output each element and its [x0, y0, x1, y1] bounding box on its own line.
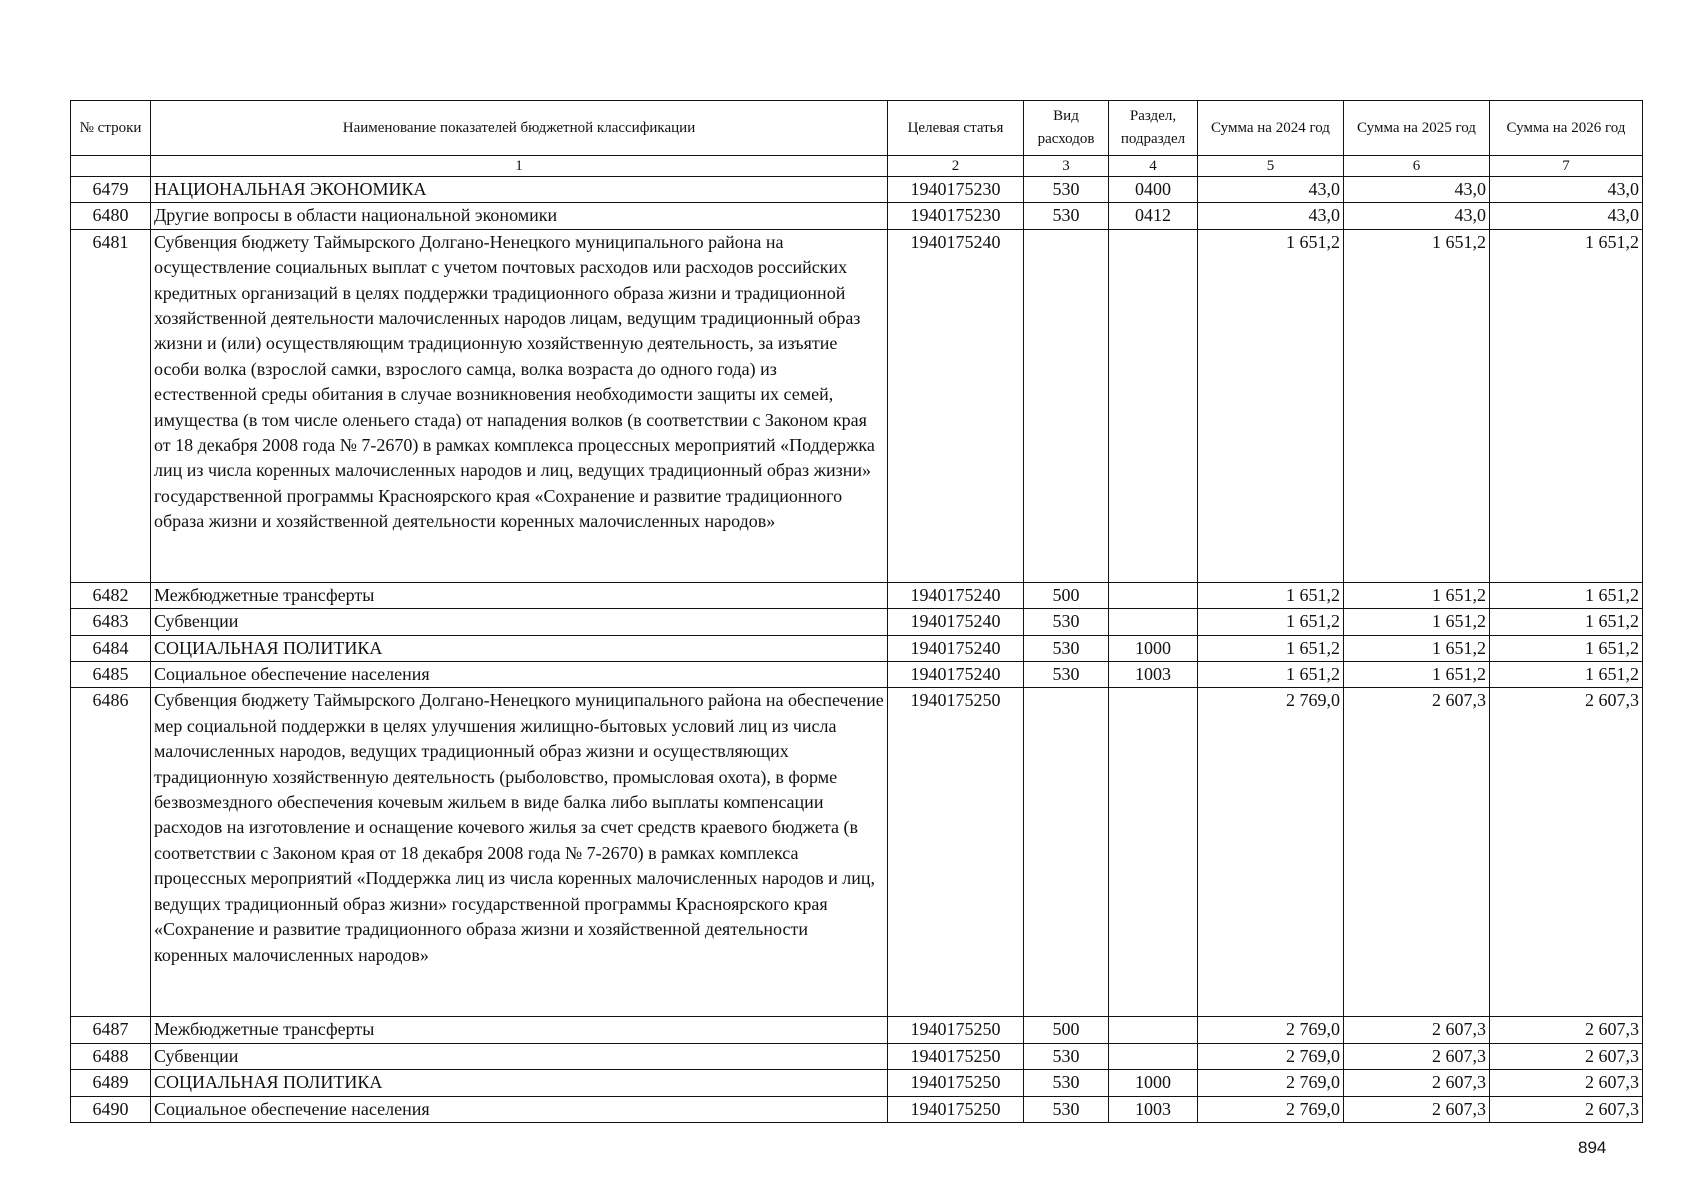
- name-cell: Межбюджетные трансферты: [151, 1017, 888, 1043]
- header-sum-2025: Сумма на 2025 год: [1344, 101, 1490, 156]
- section-cell: 1000: [1109, 635, 1198, 661]
- target-article-cell: 1940175240: [888, 582, 1024, 608]
- header-name: Наименование показателей бюджетной классификации: [151, 101, 888, 156]
- sum-2025-cell: 1 651,2: [1344, 609, 1490, 635]
- sum-2024-cell: 1 651,2: [1198, 609, 1344, 635]
- table-row: [71, 582, 1643, 608]
- column-number: 1: [151, 156, 888, 177]
- row-number-cell: 6482: [71, 582, 151, 608]
- column-number: 7: [1490, 156, 1643, 177]
- table-row: [71, 229, 1643, 582]
- expense-type-cell: 530: [1024, 1096, 1109, 1122]
- row-number-cell: 6489: [71, 1070, 151, 1096]
- sum-2026-cell: 1 651,2: [1490, 635, 1643, 661]
- header-row-number: № строки: [71, 101, 151, 156]
- expense-type-cell: [1024, 688, 1109, 1017]
- sum-2026-cell: 2 607,3: [1490, 1017, 1643, 1043]
- row-number-cell: 6490: [71, 1096, 151, 1122]
- sum-2026-cell: 2 607,3: [1490, 688, 1643, 1017]
- table-row: [71, 609, 1643, 635]
- sum-2024-cell: 2 769,0: [1198, 1096, 1344, 1122]
- row-number-cell: 6484: [71, 635, 151, 661]
- section-cell: [1109, 1017, 1198, 1043]
- target-article-cell: 1940175240: [888, 229, 1024, 582]
- section-cell: 1003: [1109, 1096, 1198, 1122]
- header-section: Раздел, подраздел: [1109, 101, 1198, 156]
- table-row: [71, 1017, 1643, 1043]
- sum-2025-cell: 43,0: [1344, 203, 1490, 229]
- expense-type-cell: 500: [1024, 1017, 1109, 1043]
- expense-type-cell: 530: [1024, 635, 1109, 661]
- sum-2025-cell: 1 651,2: [1344, 662, 1490, 688]
- expense-type-cell: [1024, 229, 1109, 582]
- target-article-cell: 1940175250: [888, 1096, 1024, 1122]
- table-row: [71, 203, 1643, 229]
- sum-2025-cell: 1 651,2: [1344, 229, 1490, 582]
- sum-2024-cell: 1 651,2: [1198, 635, 1344, 661]
- sum-2024-cell: 1 651,2: [1198, 662, 1344, 688]
- section-cell: 0412: [1109, 203, 1198, 229]
- name-cell: Субвенция бюджету Таймырского Долгано-Ненецкого муниципального района на обеспечение мер социальной поддержки в целях улучшения жилищно-бытовых условий лиц из числа малочисленных народов, ведущих традиционный образ жизни и осуществляющих традиционную хозяйственную деятельность (рыболовство, промысловая охота), в форме безвозмездного обеспечения кочевым жильем в виде балка либо выплаты компенсации расходов на изготовление и оснащение кочевого жилья за счет средств краевого бюджета (в соответствии с Законом края от 18 декабря 2008 года № 7-2670) в рамках комплекса процессных мероприятий «Поддержка лиц из числа коренных малочисленных народов и лиц, ведущих традиционный образ жизни» государственной программы Красноярского края «Сохранение и развитие традиционного образа жизни и хозяйственной деятельности коренных малочисленных народов»: [151, 688, 888, 1017]
- section-cell: [1109, 582, 1198, 608]
- expense-type-cell: 530: [1024, 177, 1109, 203]
- column-number: [71, 156, 151, 177]
- header-sum-2026: Сумма на 2026 год: [1490, 101, 1643, 156]
- sum-2024-cell: 1 651,2: [1198, 229, 1344, 582]
- name-cell: Субвенции: [151, 1043, 888, 1069]
- budget-table: [70, 100, 1643, 1123]
- sum-2026-cell: 2 607,3: [1490, 1043, 1643, 1069]
- table-row: [71, 662, 1643, 688]
- name-cell: СОЦИАЛЬНАЯ ПОЛИТИКА: [151, 1070, 888, 1096]
- name-cell: СОЦИАЛЬНАЯ ПОЛИТИКА: [151, 635, 888, 661]
- column-number: 5: [1198, 156, 1344, 177]
- expense-type-cell: 530: [1024, 1043, 1109, 1069]
- table-row: [71, 1096, 1643, 1122]
- expense-type-cell: 530: [1024, 609, 1109, 635]
- sum-2024-cell: 2 769,0: [1198, 1043, 1344, 1069]
- header-target-article: Целевая статья: [888, 101, 1024, 156]
- header-sum-2024: Сумма на 2024 год: [1198, 101, 1344, 156]
- sum-2026-cell: 43,0: [1490, 177, 1643, 203]
- sum-2024-cell: 43,0: [1198, 203, 1344, 229]
- sum-2026-cell: 1 651,2: [1490, 609, 1643, 635]
- sum-2024-cell: 2 769,0: [1198, 1070, 1344, 1096]
- target-article-cell: 1940175230: [888, 203, 1024, 229]
- sum-2026-cell: 2 607,3: [1490, 1096, 1643, 1122]
- sum-2025-cell: 1 651,2: [1344, 635, 1490, 661]
- target-article-cell: 1940175250: [888, 688, 1024, 1017]
- name-cell: Субвенция бюджету Таймырского Долгано-Ненецкого муниципального района на осуществление социальных выплат с учетом почтовых расходов или расходов российских кредитных организаций в целях поддержки традиционного образа жизни и традиционной хозяйственной деятельности малочисленных народов лицам, ведущим традиционный образ жизни и (или) осуществляющим традиционную хозяйственную деятельность, за изъятие особи волка (взрослой самки, взрослого самца, волка возраста до одного года) из естественной среды обитания в случае возникновения необходимости защиты их семей, имущества (в том числе оленьего стада) от нападения волков (в соответствии с Законом края от 18 декабря 2008 года № 7-2670) в рамках комплекса процессных мероприятий «Поддержка лиц из числа коренных малочисленных народов и лиц, ведущих традиционный образ жизни» государственной программы Красноярского края «Сохранение и развитие традиционного образа жизни и хозяйственной деятельности коренных малочисленных народов»: [151, 229, 888, 582]
- target-article-cell: 1940175240: [888, 635, 1024, 661]
- sum-2025-cell: 2 607,3: [1344, 1043, 1490, 1069]
- sum-2024-cell: 2 769,0: [1198, 688, 1344, 1017]
- target-article-cell: 1940175250: [888, 1017, 1024, 1043]
- sum-2026-cell: 43,0: [1490, 203, 1643, 229]
- sum-2025-cell: 1 651,2: [1344, 582, 1490, 608]
- sum-2026-cell: 2 607,3: [1490, 1070, 1643, 1096]
- name-cell: Социальное обеспечение населения: [151, 1096, 888, 1122]
- sum-2026-cell: 1 651,2: [1490, 582, 1643, 608]
- row-number-cell: 6480: [71, 203, 151, 229]
- target-article-cell: 1940175250: [888, 1043, 1024, 1069]
- row-number-cell: 6483: [71, 609, 151, 635]
- table-row: [71, 1070, 1643, 1096]
- section-cell: 0400: [1109, 177, 1198, 203]
- table-row: [71, 177, 1643, 203]
- name-cell: Межбюджетные трансферты: [151, 582, 888, 608]
- column-number: 2: [888, 156, 1024, 177]
- section-cell: [1109, 229, 1198, 582]
- sum-2024-cell: 43,0: [1198, 177, 1344, 203]
- table-row: [71, 635, 1643, 661]
- column-number-row: [71, 156, 1643, 177]
- name-cell: Другие вопросы в области национальной экономики: [151, 203, 888, 229]
- row-number-cell: 6485: [71, 662, 151, 688]
- section-cell: 1003: [1109, 662, 1198, 688]
- sum-2024-cell: 1 651,2: [1198, 582, 1344, 608]
- column-number: 6: [1344, 156, 1490, 177]
- header-expense-type: Вид расходов: [1024, 101, 1109, 156]
- section-cell: [1109, 1043, 1198, 1069]
- sum-2025-cell: 2 607,3: [1344, 1096, 1490, 1122]
- expense-type-cell: 530: [1024, 203, 1109, 229]
- row-number-cell: 6479: [71, 177, 151, 203]
- target-article-cell: 1940175240: [888, 662, 1024, 688]
- section-cell: 1000: [1109, 1070, 1198, 1096]
- sum-2025-cell: 2 607,3: [1344, 688, 1490, 1017]
- header-row: [71, 101, 1643, 156]
- sum-2026-cell: 1 651,2: [1490, 229, 1643, 582]
- sum-2025-cell: 2 607,3: [1344, 1017, 1490, 1043]
- table-row: [71, 1043, 1643, 1069]
- table-row: [71, 688, 1643, 1017]
- row-number-cell: 6486: [71, 688, 151, 1017]
- sum-2026-cell: 1 651,2: [1490, 662, 1643, 688]
- expense-type-cell: 530: [1024, 662, 1109, 688]
- page-number: 894: [1578, 1138, 1607, 1157]
- target-article-cell: 1940175230: [888, 177, 1024, 203]
- name-cell: Субвенции: [151, 609, 888, 635]
- row-number-cell: 6487: [71, 1017, 151, 1043]
- sum-2025-cell: 2 607,3: [1344, 1070, 1490, 1096]
- expense-type-cell: 530: [1024, 1070, 1109, 1096]
- target-article-cell: 1940175240: [888, 609, 1024, 635]
- expense-type-cell: 500: [1024, 582, 1109, 608]
- sum-2024-cell: 2 769,0: [1198, 1017, 1344, 1043]
- target-article-cell: 1940175250: [888, 1070, 1024, 1096]
- section-cell: [1109, 688, 1198, 1017]
- name-cell: НАЦИОНАЛЬНАЯ ЭКОНОМИКА: [151, 177, 888, 203]
- section-cell: [1109, 609, 1198, 635]
- row-number-cell: 6481: [71, 229, 151, 582]
- name-cell: Социальное обеспечение населения: [151, 662, 888, 688]
- column-number: 4: [1109, 156, 1198, 177]
- sum-2025-cell: 43,0: [1344, 177, 1490, 203]
- row-number-cell: 6488: [71, 1043, 151, 1069]
- column-number: 3: [1024, 156, 1109, 177]
